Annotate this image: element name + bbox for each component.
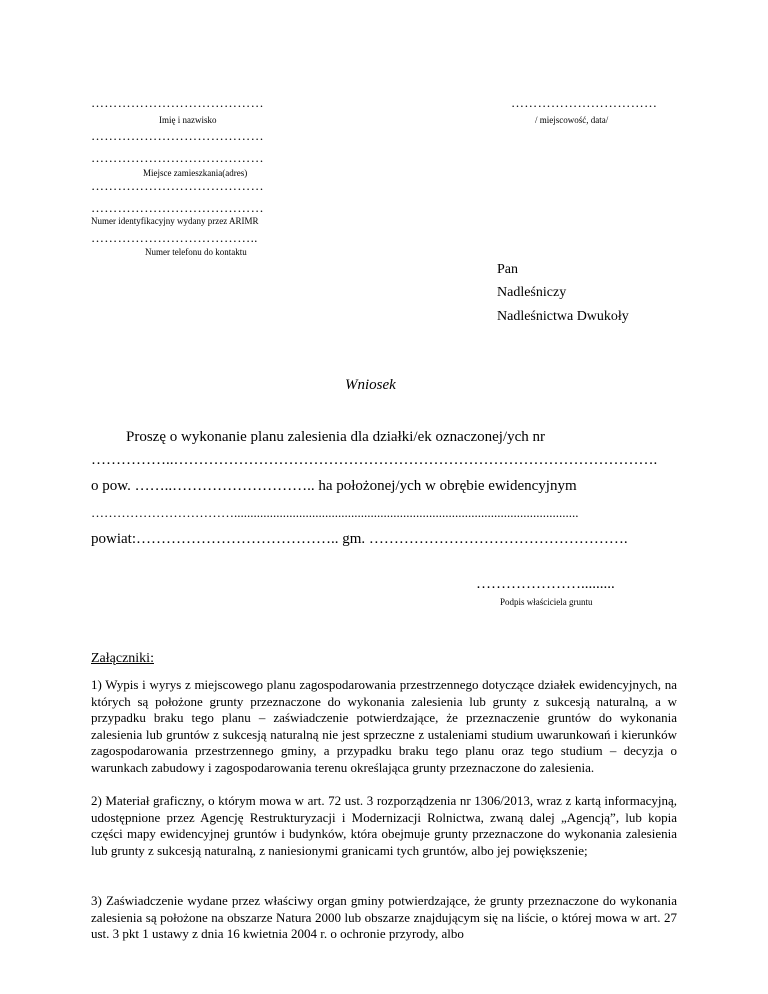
place-date-dots[interactable]: …………………………… xyxy=(511,95,658,110)
id-label: Numer identyfikacyjny wydany przez ARIMR xyxy=(91,216,259,226)
place-date-label: / miejscowość, data/ xyxy=(535,115,609,125)
address-dots-2[interactable]: ………………………………… xyxy=(91,150,264,165)
addressee-line-2: Nadleśniczy xyxy=(497,285,567,300)
request-intro: Proszę o wykonanie planu zalesienia dla działki/ek oznaczonej/ych nr xyxy=(126,429,546,445)
name-label: Imię i nazwisko xyxy=(159,115,217,125)
signature-label: Podpis właściciela gruntu xyxy=(500,597,593,607)
attachment-item: 3) Zaświadczenie wydane przez właściwy organ gminy potwierdzające, że grunty przeznaczone do wykonania zalesienia są położone na obszarze Natura 2000 lub obszarze znajdującym się na liście, o której mowa w art. 27 ust. 3 pkt 1 ustawy z dnia 16 kwietnia 2004 r. o ochronie przyrody, albo xyxy=(91,893,677,941)
addressee-line-1: Pan xyxy=(497,262,518,277)
precinct-field[interactable]: …………………………….......................................................................................................... xyxy=(91,505,579,520)
area-line[interactable]: o pow. ……..……………………….. ha położonej/ych w obrębie ewidencyjnym xyxy=(91,478,577,494)
attachments-heading: Załączniki: xyxy=(91,651,154,666)
attachment-item: 1) Wypis i wyrys z miejscowego planu zagospodarowania przestrzennego dotyczące działek ewidencyjnych, na których są położone grunty przeznaczone do wykonania zalesienia lub grunty z sukcesją naturalną, a w przypadku braku tego planu – zaświadczenie potwierdzające, że przeznaczenie gruntów do wykonania zalesienia lub gruntów z sukcesją naturalną nie jest sprzeczne z ustaleniami studium uwarunkowań i kierunków zagospodarowania przestrzennego gminy, a przypadku braku tego planu oraz tego studium – decyzja o warunkach zabudowy i zagospodarowania terenu określająca grunty przeznaczone do zalesienia. xyxy=(91,677,677,775)
address-dots-1[interactable]: ………………………………… xyxy=(91,128,264,143)
phone-label: Numer telefonu do kontaktu xyxy=(145,247,247,257)
parcel-number-field[interactable]: ……………..……………………………………………………………………………………. xyxy=(91,452,658,468)
address-dots-3[interactable]: ………………………………… xyxy=(91,178,264,193)
phone-dots[interactable]: ……………………………….. xyxy=(91,230,258,245)
signature-dots[interactable]: …………………......... xyxy=(476,576,615,592)
attachment-item: 2) Materiał graficzny, o którym mowa w art. 72 ust. 3 rozporządzenia nr 1306/2013, wraz z kartą informacyjną, udostępnione przez Agencję Restrukturyzacji i Modernizacji Rolnictwa, zwaną dalej „Agencją”, lub kopia części mapy ewidencyjnej gruntów i budynków, która obejmuje grunty przeznaczone do wykonania zalesienia lub grunty z sukcesją naturalną, z naniesionymi granicami tych gruntów, albo jej powiększenie; xyxy=(91,793,677,858)
name-dots[interactable]: ………………………………… xyxy=(91,95,264,110)
addressee-line-3: Nadleśnictwa Dwukoły xyxy=(497,309,629,324)
id-dots[interactable]: ………………………………… xyxy=(91,200,264,215)
document-title: Wniosek xyxy=(345,377,396,393)
county-commune-line[interactable]: powiat:………………………………….. gm. ……………………………………………. xyxy=(91,531,628,547)
address-label: Miejsce zamieszkania(adres) xyxy=(143,168,248,178)
